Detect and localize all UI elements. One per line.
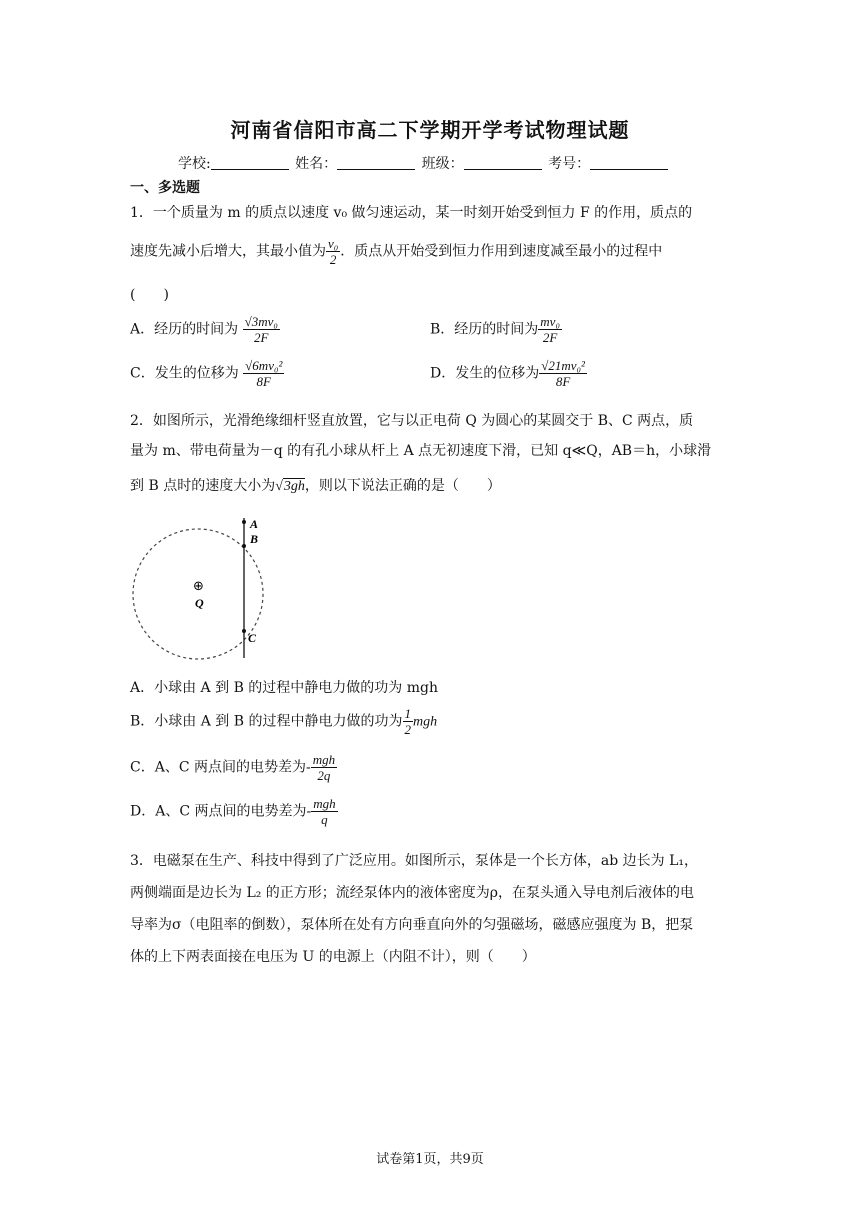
q1-line2b: ．质点从开始受到恒力作用到速度减至最小的过程中 [340,243,663,260]
frac-den: 8F [256,374,271,389]
q1-option-a[interactable] [130,314,280,345]
frac-den: 2 [404,722,411,737]
frac-num: mv₀ [540,314,560,329]
page-title: 河南省信阳市高二下学期开学考试物理试题 [230,118,630,142]
point-c [242,629,246,633]
q2-option-b[interactable] [130,706,437,737]
q3-line2: 两侧端面是边长为 L₂ 的正方形；流经泵体内的液体密度为ρ，在泵头通入导电剂后液体的电 [130,885,695,901]
sqrt-sign: √ [275,479,283,494]
frac-den: 2F [254,330,269,345]
option-a-fraction [243,314,280,345]
q1-min-fraction [326,236,340,267]
q1-line2 [130,236,662,267]
q3-line4: 体的上下两表面接在电压为 U 的电源上（内阻不计），则（ ） [130,949,536,965]
option-c-fraction [243,358,284,389]
frac-num: √6mv₀² [245,358,283,373]
frac-num: v₀ [328,236,339,251]
frac-den: 8F [555,374,571,389]
frac-den: 2F [542,330,558,345]
frac-den: 2q [317,768,331,783]
option-b-label: B．小球由 A 到 B 的过程中静电力做的功为 [130,713,403,730]
school-label: 学校: [178,156,211,172]
frac-num: √21mv₀² [541,358,585,373]
label-b: B [250,532,259,546]
q2-line3a: 到 B 点时的速度大小为 [130,478,276,494]
option-c-label: C．发生的位移为 [130,365,239,382]
section-heading: 一、多选题 [130,180,200,196]
q1-paren: ( ) [130,287,169,303]
q1-option-d[interactable] [430,358,587,389]
class-label: 班级： [421,156,464,172]
label-a: A [250,517,259,531]
q2-option-d[interactable] [130,796,338,827]
q2-option-a[interactable]: A．小球由 A 到 B 的过程中静电力做的功为 mgh [130,680,439,696]
option-b-label: B．经历的时间为 [430,321,539,338]
sqrt-radicand: 3gh [283,479,305,494]
name-blank [337,155,415,170]
option-d-fraction [539,358,587,389]
charge-plus-icon: ⊕ [193,579,204,594]
label-q: Q [195,596,204,610]
q2-line2: 量为 m、带电荷量为－q 的有孔小球从杆上 A 点无初速度下滑，已知 q≪Q，AB＝h，小球滑 [130,443,712,459]
id-blank [590,155,668,170]
frac-num: mgh [313,796,336,811]
option-a-label: A．经历的时间为 [130,321,239,338]
q2-line3 [130,475,501,495]
q1-option-c[interactable] [130,358,284,389]
frac-den: 2 [329,252,337,267]
option-b-fraction [538,314,562,345]
page-footer: 试卷第1页，共9页 [376,1152,484,1167]
option-b-fraction [403,706,414,737]
q2-line3b: ，则以下说法正确的是（ ） [304,478,501,494]
frac-num: 1 [404,706,411,721]
q3-line3: 导率为σ（电阻率的倒数），泵体所在处有方向垂直向外的匀强磁场，磁感应强度为 B，把泵 [130,917,694,933]
option-d-label: D．A、C 两点间的电势差为- [130,803,312,820]
frac-num: mgh [312,752,336,767]
option-d-fraction [311,796,337,827]
q2-line1: 2．如图所示，光滑绝缘细杆竖直放置，它与以正电荷 Q 为圆心的某圆交于 B、C 两点，质 [130,413,694,429]
q3-line1: 3．电磁泵在生产、科技中得到了广泛应用。如图所示，泵体是一个长方体，ab 边长为 L₁， [130,853,699,869]
id-label: 考号： [548,156,591,172]
q1-line1: 1．一个质量为 m 的质点以速度 v₀ 做匀速运动，某一时刻开始受到恒力 F 的作用，质点的 [130,205,693,221]
point-b [242,544,246,548]
student-info-line [178,153,670,173]
label-c: C [248,631,257,645]
q2-figure [130,510,270,660]
q2-option-c[interactable] [130,752,337,783]
name-label: 姓名： [295,156,338,172]
frac-num: √3mv₀ [244,314,278,329]
option-d-label: D．发生的位移为 [430,365,540,382]
frac-den: q [321,812,328,827]
q1-line2a: 速度先减小后增大，其最小值为 [130,243,326,260]
option-c-label: C．A、C 两点间的电势差为- [130,759,311,776]
q1-option-b[interactable] [430,314,562,345]
school-blank [211,155,289,170]
option-c-fraction [311,752,337,783]
point-a [242,520,246,524]
option-b-tail: mgh [413,714,438,730]
class-blank [464,155,542,170]
